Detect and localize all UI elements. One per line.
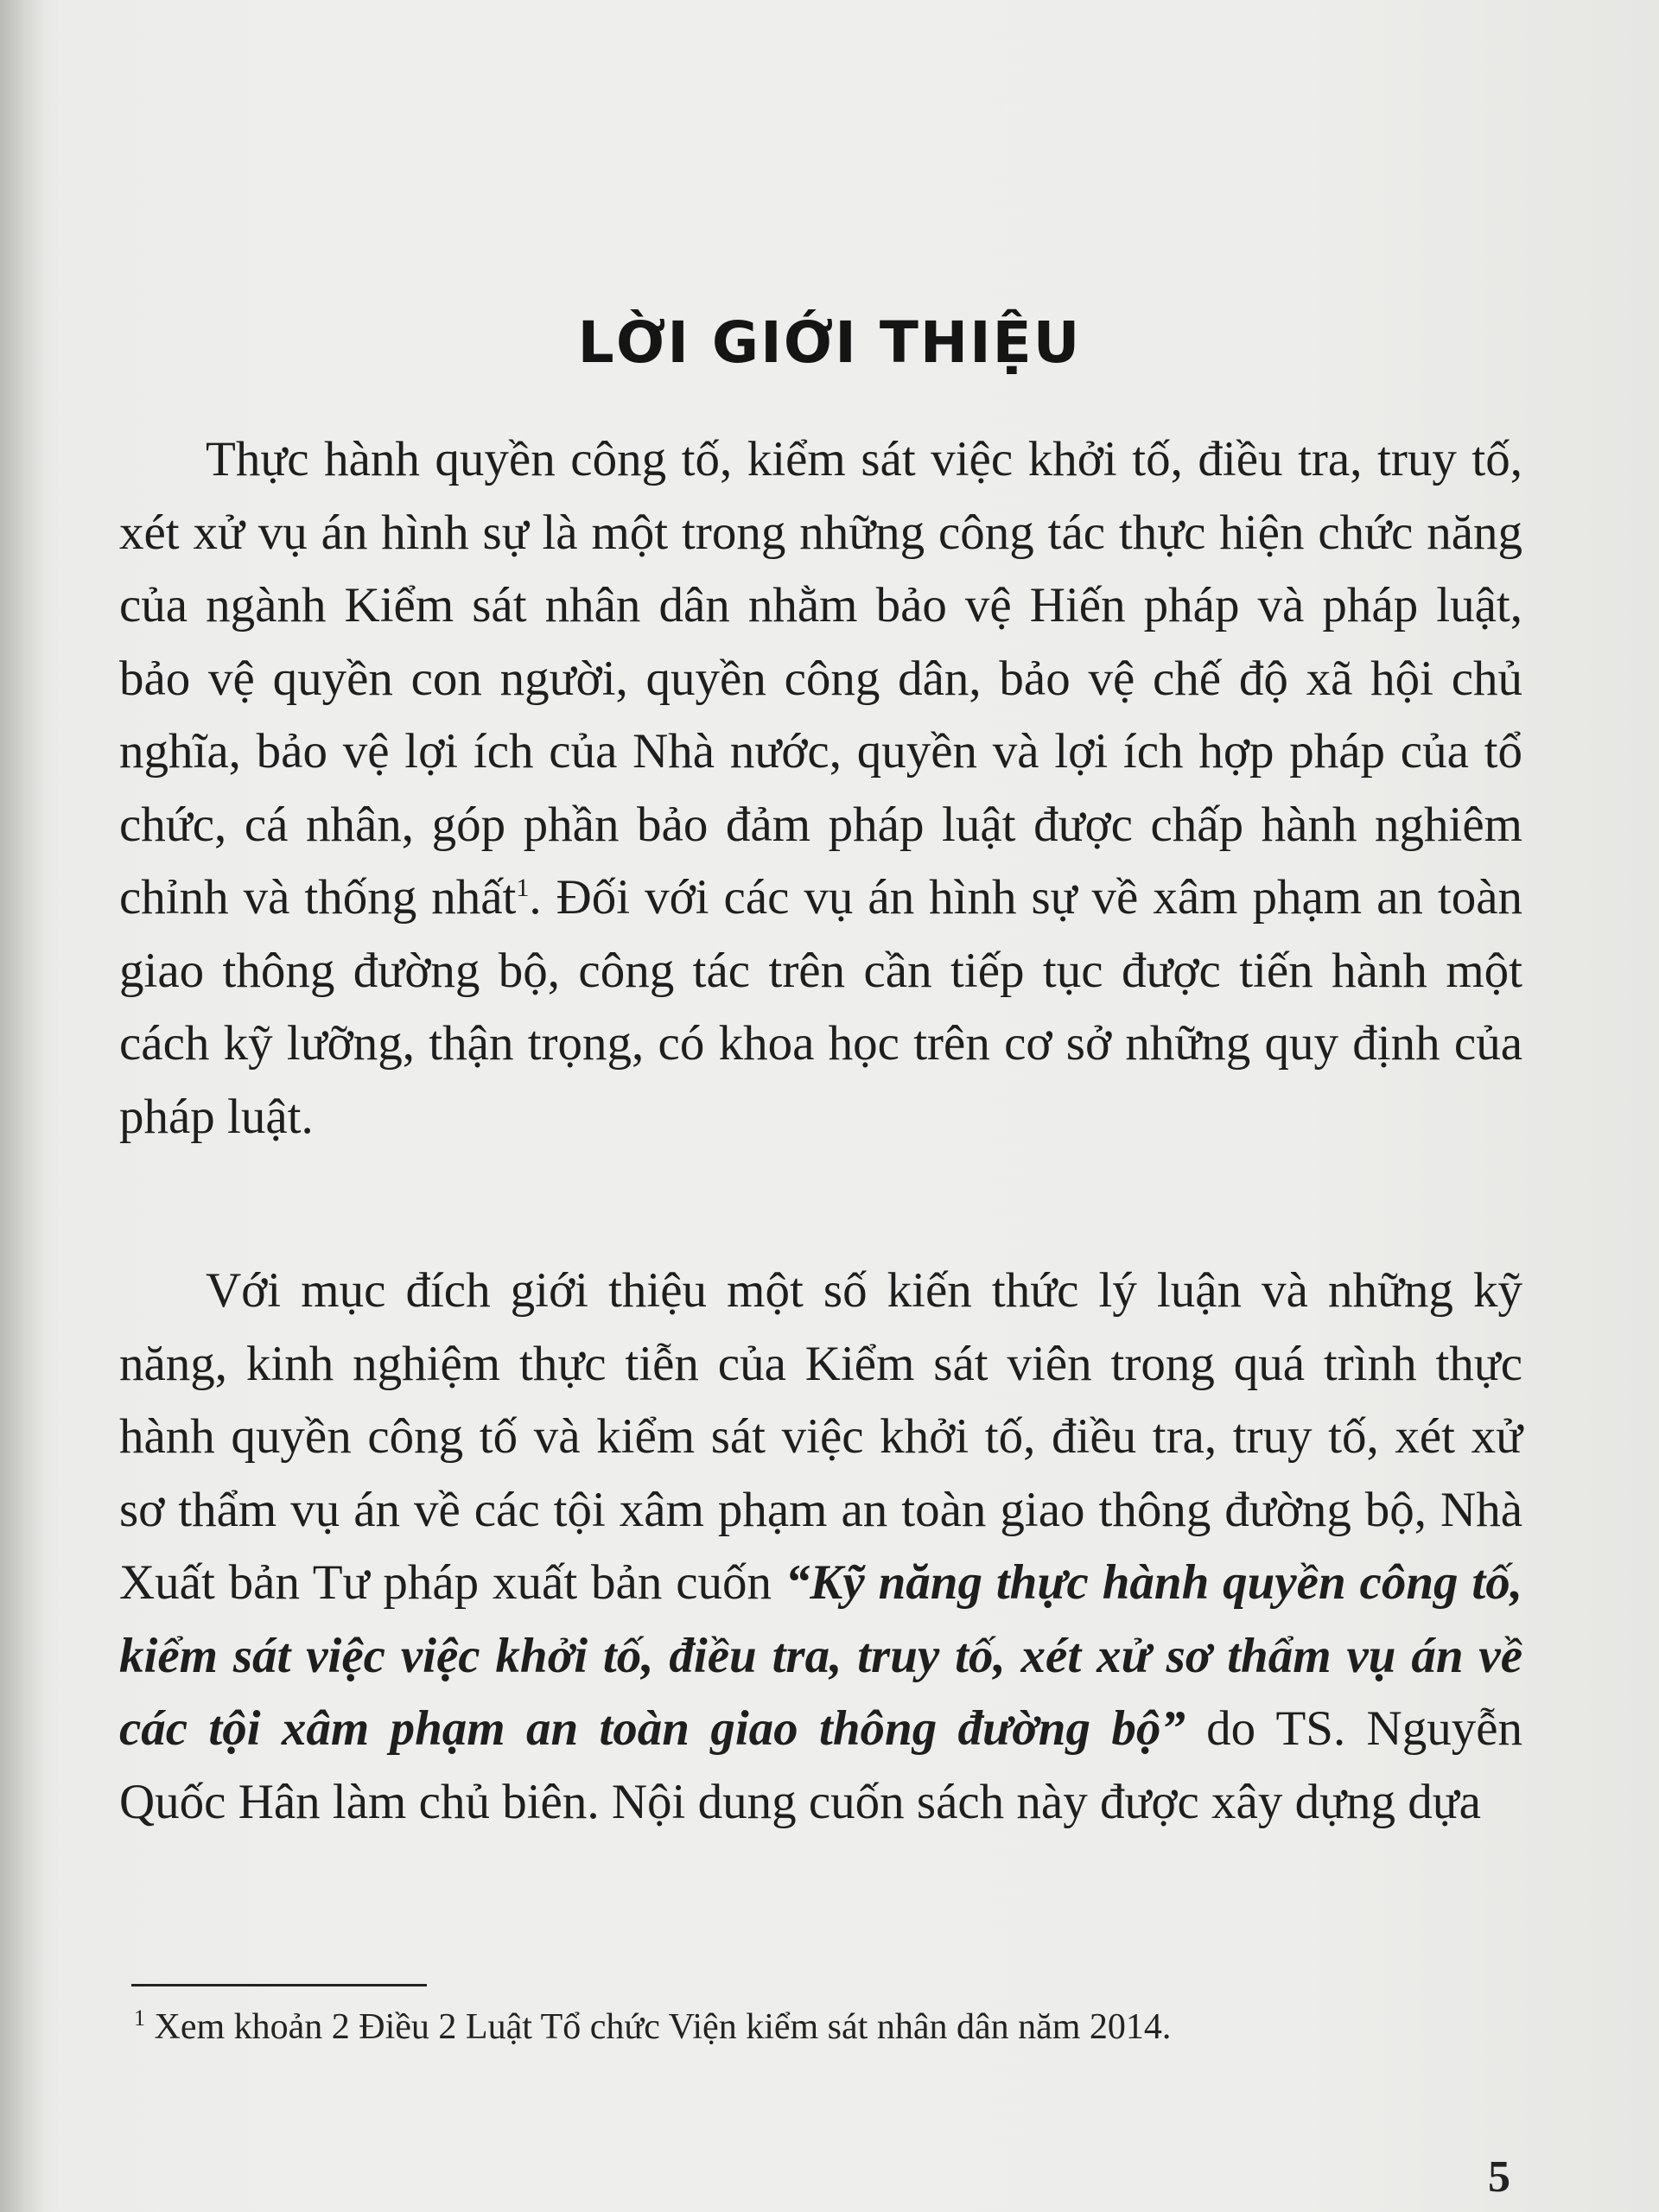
paragraph-1-text-continued: . Đối với các vụ án hình sự về xâm phạm an toàn giao thông đường bộ, công tác trên cần tiếp tục được tiến hành một cách kỹ lưỡng, thận trọng, có khoa học trên cơ sở những quy định của pháp luật. [119,870,1522,1144]
footnote-divider [131,1984,427,1986]
intro-paragraph-2 [119,1255,1522,1839]
page-number: 5 [1488,2152,1510,2202]
footnote-reference: 1 [516,874,530,902]
paragraph-2-intro: Với mục đích giới thiệu một số kiến thức lý luận và những kỹ năng, kinh nghiệm thực tiễn của Kiểm sát viên trong quá trình thực hành quyền công tố và kiểm sát việc khởi tố, điều tra, truy tố, xét xử sơ thẩm vụ án về các tội xâm phạm an toàn giao thông đường bộ, Nhà Xuất bản Tư pháp xuất bản cuốn [119,1263,1522,1610]
footnote [134,2003,1534,2051]
intro-paragraph-1 [119,423,1522,1154]
footnote-text: Xem khoản 2 Điều 2 Luật Tổ chức Viện kiểm sát nhân dân năm 2014. [145,2007,1172,2047]
paragraph-2-outro: do TS. Nguyễn Quốc Hân làm chủ biên. Nội dung cuốn sách này được xây dựng dựa [119,1701,1523,1829]
footnote-marker: 1 [134,2005,145,2031]
page-title: LỜI GIỚI THIỆU [577,309,1082,376]
paragraph-1-text: Thực hành quyền công tố, kiểm sát việc khởi tố, điều tra, truy tố, xét xử vụ án hình sự là một trong những công tác thực hiện chức năng của ngành Kiểm sát nhân dân nhằm bảo vệ Hiến pháp và pháp luật, bảo vệ quyền con người, quyền công dân, bảo vệ chế độ xã hội chủ nghĩa, bảo vệ lợi ích của Nhà nước, quyền và lợi ích hợp pháp của tổ chức, cá nhân, góp phần bảo đảm pháp luật được chấp hành nghiêm chỉnh và thống nhất [119,432,1522,925]
book-title-emphasis: “Kỹ năng thực hành quyền công tố, kiểm sát việc việc khởi tố, điều tra, truy tố, xét xử sơ thẩm vụ án về các tội xâm phạm an toàn giao thông đường bộ” [119,1555,1522,1756]
